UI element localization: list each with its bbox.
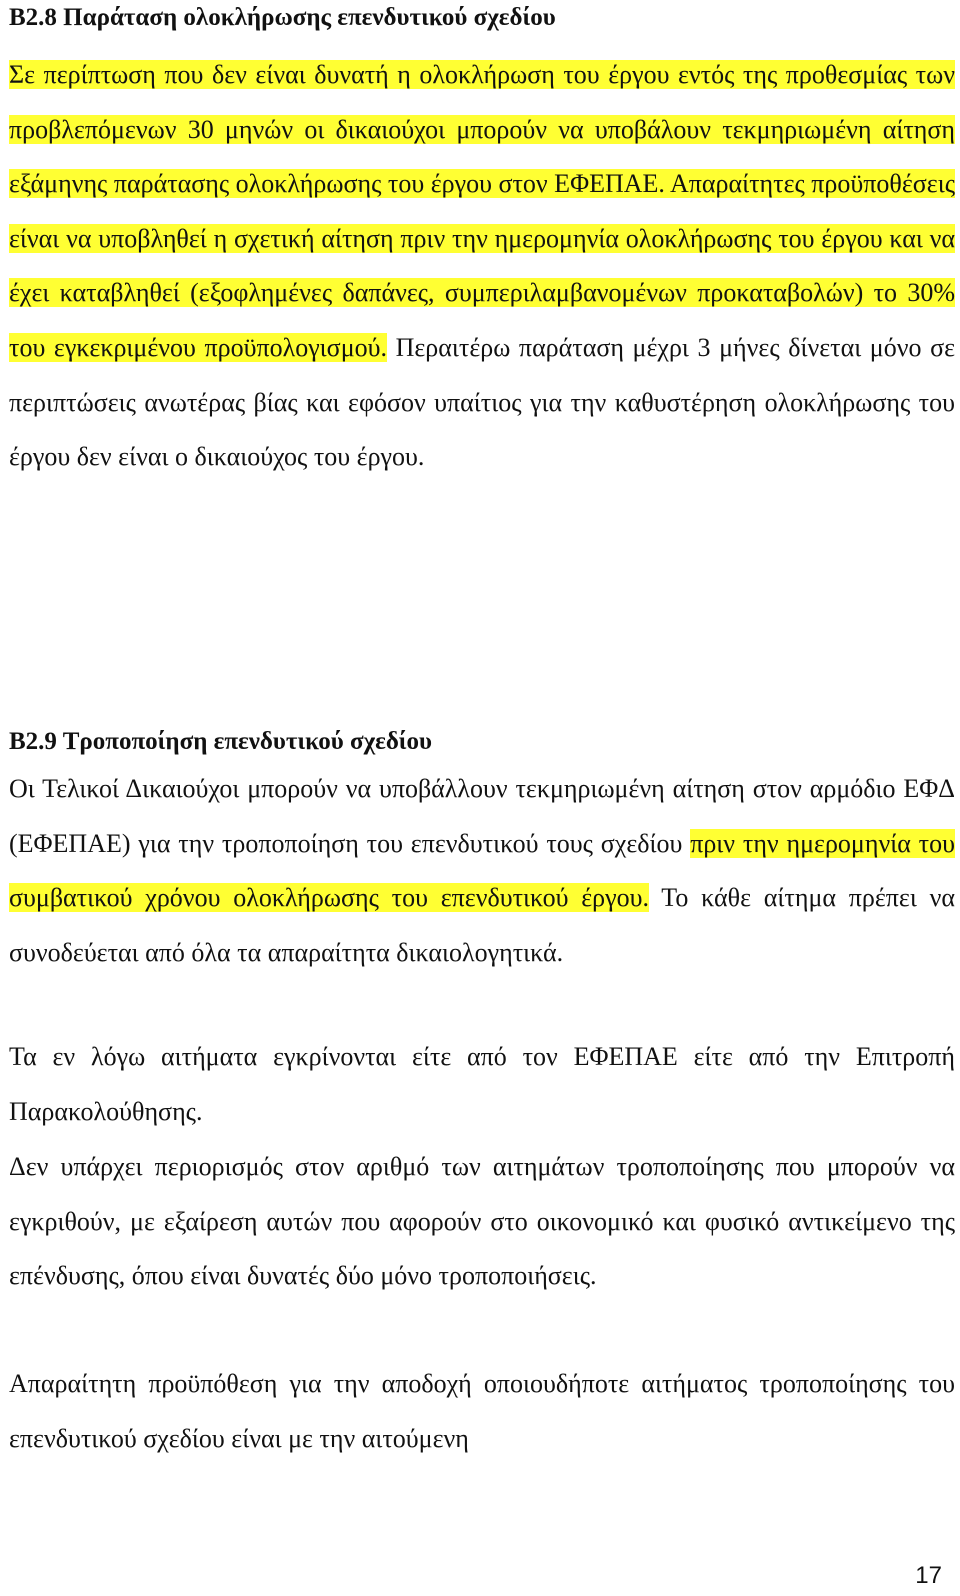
paragraph-text: Οι Τελικοί Δικαιούχοι μπορούν να υποβάλλουν τεκμηριωμένη αίτηση στον αρμόδιο ΕΦΔ (ΕΦΕΠΑΕ) για την τροποποίηση του επενδυτικού τους σχεδίου: [9, 774, 955, 858]
paragraph-limitations: Δεν υπάρχει περιορισμός στον αριθμό των αιτημάτων τροποποίησης που μπορούν να εγκριθούν, με εξαίρεση αυτών που αφορούν στο οικονομικό και φυσικό αντικείμενο της επένδυσης, όπου είναι δυνατές δύο μόνο τροποποιήσεις.: [9, 1152, 955, 1291]
paragraph-approval: Τα εν λόγω αιτήματα εγκρίνονται είτε από τον ΕΦΕΠΑΕ είτε από την Επιτροπή Παρακολούθησης.: [9, 1042, 955, 1126]
highlighted-text: Σε περίπτωση που δεν είναι δυνατή η ολοκλήρωση του έργου εντός της προθεσμίας των προβλεπόμενων 30 μηνών οι δικαιούχοι μπορούν να υποβάλουν τεκμηριωμένη αίτηση εξάμηνης παράτασης ολοκλήρωσης του έργου στον ΕΦΕΠΑΕ. Απαραίτητες προϋποθέσεις είναι να υποβληθεί η σχετική αίτηση πριν την ημερομηνία ολοκλήρωσης του έργου και να έχει καταβληθεί (εξοφλημένες δαπάνες, συμπεριλαμβανομένων προκαταβολών) το 30% του εγκεκριμένου προϋπολογισμού.: [9, 60, 955, 362]
paragraph-extension: [9, 48, 955, 485]
paragraph-prerequisite: Απαραίτητη προϋπόθεση για την αποδοχή οποιουδήποτε αιτήματος τροποποίησης του επενδυτικού σχεδίου είναι με την αιτούμενη: [9, 1369, 955, 1453]
section-heading-b2-8: Β2.8 Παράταση ολοκλήρωσης επενδυτικού σχεδίου: [9, 4, 556, 31]
section-heading-b2-9: Β2.9 Τροποποίηση επενδυτικού σχεδίου: [9, 728, 433, 755]
page-number: 17: [915, 1562, 942, 1589]
paragraph-text: Περαιτέρω παράταση μέχρι 3 μήνες δίνεται μόνο σε περιπτώσεις ανωτέρας βίας και εφόσον υπαίτιος για την καθυστέρηση ολοκλήρωσης του έργου δεν είναι ο δικαιούχος του έργου.: [9, 332, 955, 472]
highlighted-text: πριν την ημερομηνία του συμβατικού χρόνου ολοκλήρωσης του επενδυτικού έργου.: [9, 828, 955, 913]
paragraph-text: Το κάθε αίτημα πρέπει να συνοδεύεται από όλα τα απαραίτητα δικαιολογητικά.: [9, 883, 955, 967]
paragraph-modification-request: [9, 762, 955, 980]
